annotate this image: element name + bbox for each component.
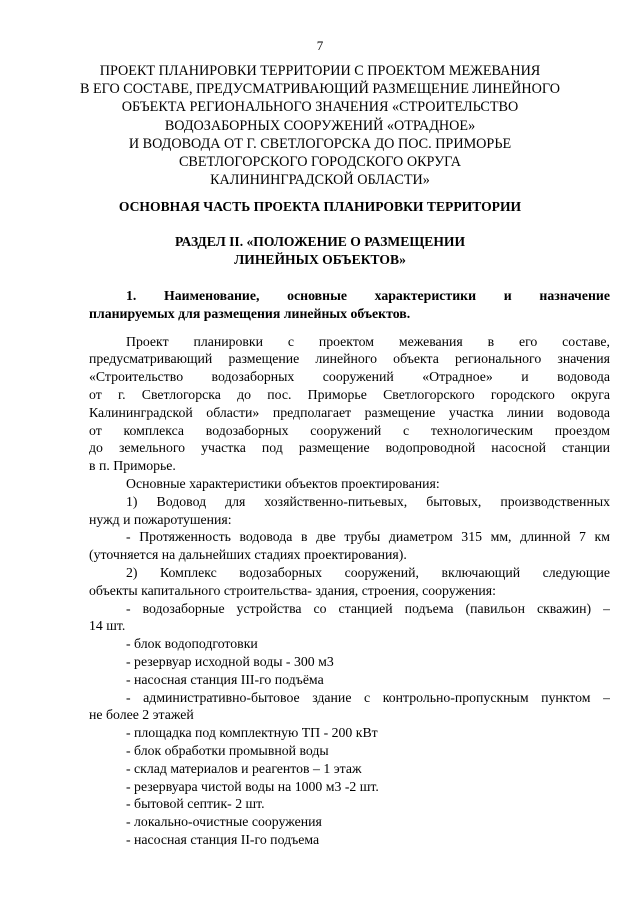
list-item: - административно-бытовое здание с контрольно-пропускным пунктом – (126, 689, 610, 705)
list-item: - водозаборные устройства со станцией подъема (павильон скважин) – (126, 600, 610, 616)
subheading-line: планируемых для размещения линейных объектов. (89, 305, 411, 321)
list-item: - насосная станция III-го подъёма (126, 671, 324, 687)
list-item: - резервуара чистой воды на 1000 м3 -2 шт. (126, 778, 379, 794)
paragraph-line: «Строительство водозаборных сооружений «Отрадное» и водовода (89, 369, 610, 385)
list-item: - Протяженность водовода в две трубы диаметром 315 мм, длинной 7 км (126, 529, 610, 545)
title-line: ОБЪЕКТА РЕГИОНАЛЬНОГО ЗНАЧЕНИЯ «СТРОИТЕЛЬСТВО (121, 99, 519, 116)
list-item: не более 2 этажей (89, 707, 194, 723)
title-line: И ВОДОВОДА ОТ Г. СВЕТЛОГОРСКА ДО ПОС. ПРИМОРЬЕ (128, 135, 512, 152)
list-item: 1) Водовод для хозяйственно-питьевых, бытовых, производственных (126, 493, 610, 509)
list-item: (уточняется на дальнейших стадиях проектирования). (89, 547, 407, 563)
list-item: - бытовой септик- 2 шт. (126, 796, 265, 812)
subheading-line: 1. Наименование, основные характеристики и назначение (126, 288, 610, 303)
title-line: СВЕТЛОГОРСКОГО ГОРОДСКОГО ОКРУГА (178, 154, 462, 171)
list-item: - площадка под комплектную ТП - 200 кВт (126, 725, 378, 741)
list-item: 14 шт. (89, 618, 126, 634)
list-item: - насосная станция II-го подъема (126, 831, 320, 847)
list-item: - блок водоподготовки (126, 636, 258, 652)
paragraph-line: до земельного участка под размещение водопроводной насосной станции (89, 440, 610, 456)
title-line: В ЕГО СОСТАВЕ, ПРЕДУСМАТРИВАЮЩИЙ РАЗМЕЩЕНИЕ ЛИНЕЙНОГО (79, 81, 561, 98)
title-line: ПРОЕКТ ПЛАНИРОВКИ ТЕРРИТОРИИ С ПРОЕКТОМ МЕЖЕВАНИЯ (99, 63, 541, 79)
main-heading: ОСНОВНАЯ ЧАСТЬ ПРОЕКТА ПЛАНИРОВКИ ТЕРРИТОРИИ (118, 199, 522, 214)
spacer (89, 323, 610, 333)
paragraph-line: Проект планировки с проектом межевания в его составе, (126, 333, 610, 349)
paragraph-line: предусматривающий размещение линейного объекта регионального значения (89, 351, 610, 367)
list-item: нужд и пожаротушения: (89, 511, 232, 527)
list-item: - склад материалов и реагентов – 1 этаж (126, 760, 362, 776)
page-number: 7 (316, 38, 324, 53)
list-item: 2) Комплекс водозаборных сооружений, включающий следующие (126, 564, 610, 580)
document-title (60, 62, 580, 189)
paragraph-line: от комплекса водозаборных сооружений с технологическим проездом (89, 422, 610, 438)
list-item: - локально-очистные сооружения (126, 814, 322, 830)
list-item: объекты капитального строительства- здания, строения, сооружения: (89, 582, 496, 598)
paragraph-line: от г. Светлогорска до пос. Приморье Светлогорского городского округа (89, 386, 610, 402)
section-heading (60, 233, 580, 269)
section-heading-line: ЛИНЕЙНЫХ ОБЪЕКТОВ» (234, 252, 406, 267)
paragraph-line: Калининградской области» предполагает размещение участка линии водовода (89, 404, 610, 420)
section-heading-line: РАЗДЕЛ II. «ПОЛОЖЕНИЕ О РАЗМЕЩЕНИИ (174, 234, 466, 249)
characteristics-heading: Основные характеристики объектов проектирования: (126, 475, 440, 491)
title-line: КАЛИНИНГРАДСКОЙ ОБЛАСТИ» (210, 172, 430, 189)
title-line: ВОДОЗАБОРНЫХ СООРУЖЕНИЙ «ОТРАДНОЕ» (164, 117, 476, 134)
document-body (89, 287, 610, 849)
paragraph-line: в п. Приморье. (89, 458, 176, 474)
list-item: - блок обработки промывной воды (126, 742, 329, 758)
list-item: - резервуар исходной воды - 300 м3 (126, 653, 334, 669)
